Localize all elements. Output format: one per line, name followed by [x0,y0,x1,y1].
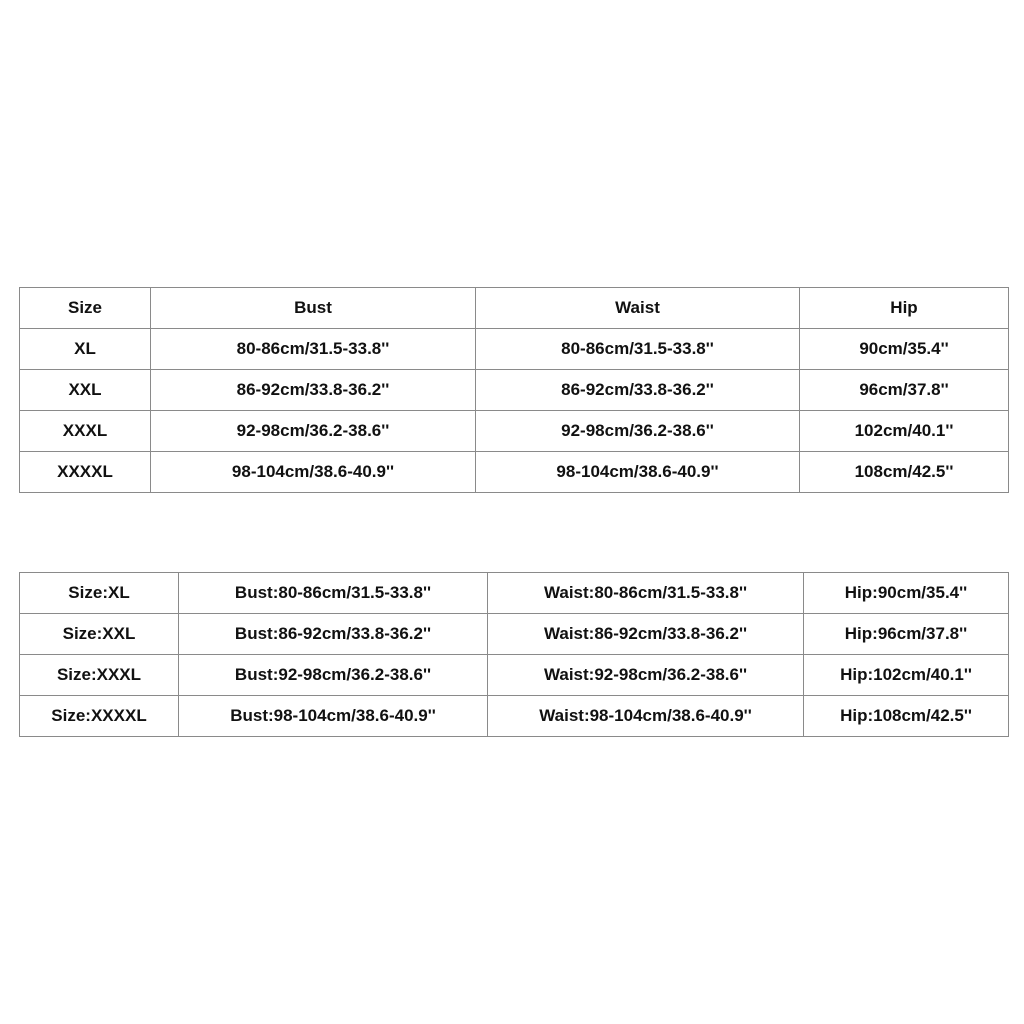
cell-bust: 80-86cm/31.5-33.8'' [151,329,476,370]
cell-hip: 102cm/40.1'' [800,411,1009,452]
size-chart-labeled-table [19,572,1009,737]
cell-waist: Waist:86-92cm/33.8-36.2'' [488,614,804,655]
cell-hip: 108cm/42.5'' [800,452,1009,493]
size-chart-table [19,287,1009,493]
cell-bust: Bust:92-98cm/36.2-38.6'' [179,655,488,696]
header-waist: Waist [476,288,800,329]
cell-size: Size:XXL [20,614,179,655]
cell-bust: 98-104cm/38.6-40.9'' [151,452,476,493]
cell-size: XXL [20,370,151,411]
table-row [20,696,1009,737]
cell-hip: 90cm/35.4'' [800,329,1009,370]
cell-waist: Waist:80-86cm/31.5-33.8'' [488,573,804,614]
cell-bust: 92-98cm/36.2-38.6'' [151,411,476,452]
cell-hip: 96cm/37.8'' [800,370,1009,411]
cell-waist: 98-104cm/38.6-40.9'' [476,452,800,493]
cell-hip: Hip:102cm/40.1'' [804,655,1009,696]
table-row [20,573,1009,614]
table-row [20,411,1009,452]
table-row [20,329,1009,370]
table-row [20,452,1009,493]
table-row [20,614,1009,655]
header-bust: Bust [151,288,476,329]
header-size: Size [20,288,151,329]
cell-bust: Bust:80-86cm/31.5-33.8'' [179,573,488,614]
table-header-row [20,288,1009,329]
table-row [20,655,1009,696]
header-hip: Hip [800,288,1009,329]
cell-bust: Bust:98-104cm/38.6-40.9'' [179,696,488,737]
cell-waist: Waist:98-104cm/38.6-40.9'' [488,696,804,737]
cell-size: Size:XXXL [20,655,179,696]
cell-size: Size:XXXXL [20,696,179,737]
cell-waist: 80-86cm/31.5-33.8'' [476,329,800,370]
cell-size: Size:XL [20,573,179,614]
table-row [20,370,1009,411]
cell-size: XXXL [20,411,151,452]
cell-size: XL [20,329,151,370]
cell-waist: 92-98cm/36.2-38.6'' [476,411,800,452]
cell-waist: Waist:92-98cm/36.2-38.6'' [488,655,804,696]
cell-hip: Hip:90cm/35.4'' [804,573,1009,614]
cell-waist: 86-92cm/33.8-36.2'' [476,370,800,411]
cell-size: XXXXL [20,452,151,493]
cell-bust: 86-92cm/33.8-36.2'' [151,370,476,411]
cell-hip: Hip:96cm/37.8'' [804,614,1009,655]
cell-hip: Hip:108cm/42.5'' [804,696,1009,737]
cell-bust: Bust:86-92cm/33.8-36.2'' [179,614,488,655]
